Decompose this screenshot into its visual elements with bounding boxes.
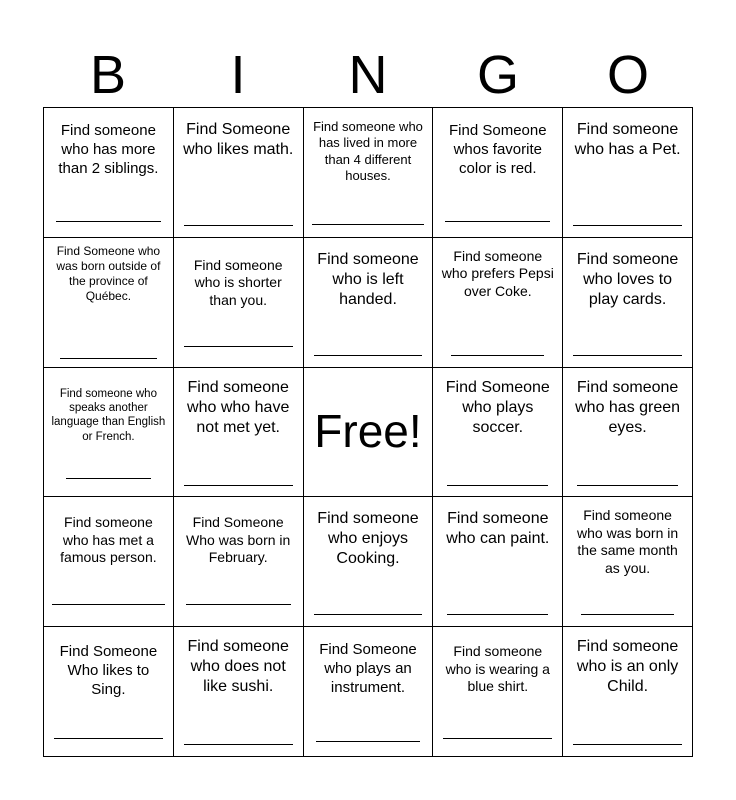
bingo-cell[interactable]: [433, 108, 563, 238]
bingo-cell[interactable]: [563, 368, 693, 498]
cell-prompt: Find someone who is shorter than you.: [193, 256, 283, 308]
cell-prompt: Find someone who is wearing a blue shirt.: [445, 643, 550, 695]
cell-prompt: Find someone who prefers Pepsi over Coke.: [441, 247, 554, 299]
signature-line: [451, 355, 544, 356]
signature-line: [447, 485, 548, 486]
signature-line: [577, 485, 678, 486]
signature-line: [184, 485, 293, 486]
bingo-cell[interactable]: [174, 368, 304, 498]
bingo-cell[interactable]: [563, 627, 693, 757]
bingo-cell[interactable]: [44, 238, 174, 368]
bingo-cell[interactable]: [44, 627, 174, 757]
free-space-label: Free!: [314, 404, 422, 457]
cell-prompt: Find Someone Who likes to Sing.: [59, 643, 158, 698]
signature-line: [312, 224, 425, 225]
signature-line: [581, 614, 674, 615]
signature-line: [443, 738, 552, 739]
bingo-cell[interactable]: [44, 108, 174, 238]
free-space[interactable]: [304, 368, 434, 498]
bingo-title: [43, 44, 693, 106]
bingo-cell[interactable]: [174, 497, 304, 627]
signature-line: [316, 741, 421, 742]
bingo-cell[interactable]: [433, 497, 563, 627]
cell-prompt: Find someone who was born in the same month as you.: [577, 507, 679, 576]
signature-line: [573, 355, 682, 356]
signature-line: [314, 614, 423, 615]
title-letter-o: O: [606, 45, 649, 105]
bingo-cell[interactable]: [433, 627, 563, 757]
bingo-cell[interactable]: [563, 238, 693, 368]
signature-line: [184, 225, 293, 226]
cell-prompt: Find someone who who have not met yet.: [187, 378, 290, 436]
cell-prompt: Find someone who enjoys Cooking.: [317, 510, 419, 568]
cell-prompt: Find Someone who plays soccer.: [445, 378, 550, 436]
bingo-cell[interactable]: [174, 627, 304, 757]
cell-prompt: Find Someone who plays an instrument.: [319, 641, 417, 696]
bingo-cell[interactable]: [304, 238, 434, 368]
cell-prompt: Find someone who has green eyes.: [575, 378, 681, 436]
signature-line: [60, 358, 157, 359]
signature-line: [56, 221, 161, 222]
signature-line: [445, 221, 550, 222]
cell-prompt: Find someone who has met a famous person.: [60, 514, 157, 566]
cell-prompt: Find someone who has a Pet.: [574, 121, 681, 158]
signature-line: [54, 738, 163, 739]
cell-prompt: Find someone who speaks another language than English or French.: [51, 387, 166, 443]
bingo-cell[interactable]: [304, 108, 434, 238]
bingo-cell[interactable]: [433, 238, 563, 368]
signature-line: [66, 478, 151, 479]
bingo-cell[interactable]: [563, 497, 693, 627]
title-letter-n: N: [348, 45, 388, 105]
title-letter-g: G: [476, 45, 519, 105]
bingo-cell[interactable]: [44, 497, 174, 627]
cell-prompt: Find Someone who was born outside of the province of Québec.: [56, 243, 161, 303]
cell-prompt: Find someone who does not like sushi.: [187, 638, 289, 696]
title-letter-b: B: [89, 45, 127, 105]
cell-prompt: Find someone who can paint.: [446, 510, 550, 548]
bingo-cell[interactable]: [304, 497, 434, 627]
bingo-cell[interactable]: [44, 368, 174, 498]
cell-prompt: Find someone who is an only Child.: [576, 638, 679, 696]
bingo-cell[interactable]: [433, 368, 563, 498]
cell-prompt: Find someone who is left handed.: [317, 250, 419, 308]
title-letter-i: I: [230, 45, 246, 105]
signature-line: [447, 614, 548, 615]
signature-line: [184, 346, 293, 347]
signature-line: [314, 355, 423, 356]
cell-prompt: Find someone who has more than 2 siblings.: [58, 122, 159, 177]
signature-line: [52, 604, 165, 605]
cell-prompt: Find someone who loves to play cards.: [576, 250, 679, 308]
bingo-cell[interactable]: [174, 238, 304, 368]
cell-prompt: Find Someone who likes math.: [183, 121, 294, 158]
cell-prompt: Find Someone whos favorite color is red.: [449, 122, 547, 177]
signature-line: [186, 604, 291, 605]
signature-line: [573, 225, 682, 226]
signature-line: [573, 744, 682, 745]
bingo-cell[interactable]: [304, 627, 434, 757]
bingo-grid: [43, 107, 693, 757]
bingo-cell[interactable]: [174, 108, 304, 238]
cell-prompt: Find someone who has lived in more than 4 different houses.: [313, 119, 423, 183]
signature-line: [184, 744, 293, 745]
cell-prompt: Find Someone Who was born in February.: [186, 514, 291, 566]
bingo-cell[interactable]: [563, 108, 693, 238]
